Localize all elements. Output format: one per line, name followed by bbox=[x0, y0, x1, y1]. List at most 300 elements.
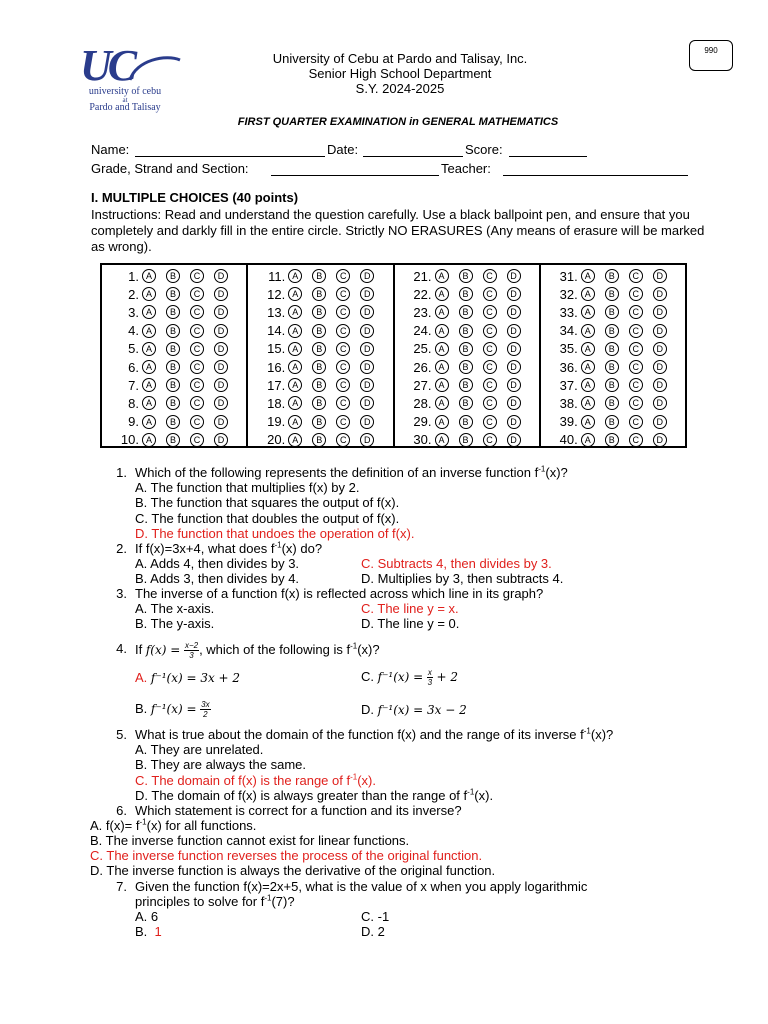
question-stem-end: (x) do? bbox=[281, 541, 323, 556]
answer-number: 24. bbox=[413, 323, 432, 339]
answer-bubble-c[interactable]: C bbox=[336, 305, 350, 319]
answer-bubble-a[interactable]: A bbox=[581, 378, 595, 392]
answer-bubble-a[interactable]: A bbox=[142, 305, 156, 319]
question-stem: principles to solve for f bbox=[135, 894, 265, 909]
answer-number: 2. bbox=[128, 286, 139, 302]
answer-bubble-a[interactable]: A bbox=[435, 415, 449, 429]
answer-bubble-a[interactable]: A bbox=[288, 324, 302, 338]
answer-row bbox=[395, 358, 539, 376]
option-label: B. bbox=[135, 700, 148, 716]
answer-bubble-d[interactable]: D bbox=[214, 378, 228, 392]
answer-number: 16. bbox=[267, 359, 286, 375]
answer-row bbox=[102, 340, 246, 358]
answer-number: 12. bbox=[267, 286, 286, 302]
logo-arc-icon bbox=[126, 54, 182, 84]
answer-bubble-a[interactable]: A bbox=[288, 269, 302, 283]
question-stem-if: If bbox=[135, 641, 143, 657]
answer-bubble-c[interactable]: C bbox=[190, 287, 204, 301]
question-number: 3. bbox=[116, 586, 127, 601]
superscript: -1 bbox=[274, 540, 282, 550]
answer-row bbox=[541, 376, 685, 394]
question-stem: , which of the following is f bbox=[199, 641, 351, 657]
answer-bubble-c[interactable]: C bbox=[629, 342, 643, 356]
answer-bubble-b[interactable]: B bbox=[459, 360, 473, 374]
answer-bubble-a[interactable]: A bbox=[581, 324, 595, 338]
university-logo bbox=[66, 41, 184, 114]
date-label: Date: bbox=[327, 142, 359, 157]
option-expression-rhs: + 2 bbox=[436, 669, 458, 684]
score-label: Score: bbox=[465, 142, 503, 157]
teacher-line[interactable] bbox=[503, 175, 688, 176]
answer-number: 10. bbox=[120, 432, 139, 448]
option-c: C. The function that doubles the output of f(x). bbox=[135, 511, 400, 526]
answer-bubble-c[interactable]: C bbox=[483, 396, 497, 410]
answer-row bbox=[541, 358, 685, 376]
answer-bubble-b[interactable]: B bbox=[312, 342, 326, 356]
grade-teacher-row bbox=[91, 161, 691, 177]
answer-bubble-b[interactable]: B bbox=[605, 433, 619, 447]
answer-bubble-b[interactable]: B bbox=[605, 360, 619, 374]
answer-row bbox=[102, 285, 246, 303]
answer-number: 29. bbox=[413, 414, 432, 430]
answer-bubble-c[interactable]: C bbox=[336, 378, 350, 392]
superscript: -1 bbox=[350, 772, 358, 782]
answer-row bbox=[248, 394, 392, 412]
grade-label: Grade, Strand and Section: bbox=[91, 161, 249, 176]
answer-bubble-d[interactable]: D bbox=[507, 305, 521, 319]
answer-bubble-d[interactable]: D bbox=[507, 378, 521, 392]
option-d bbox=[361, 702, 467, 718]
answer-bubble-a[interactable]: A bbox=[581, 287, 595, 301]
option-d: D. Multiplies by 3, then subtracts 4. bbox=[361, 571, 564, 586]
answer-bubble-c[interactable]: C bbox=[483, 415, 497, 429]
option-a-answer bbox=[135, 670, 240, 686]
answer-bubble-b[interactable]: B bbox=[605, 342, 619, 356]
answer-number: 39. bbox=[559, 414, 578, 430]
answer-bubble-c[interactable]: C bbox=[336, 324, 350, 338]
grade-line[interactable] bbox=[271, 175, 439, 176]
answer-number: 28. bbox=[413, 395, 432, 411]
question-stem: What is true about the domain of the function f(x) and the range of its inverse f bbox=[135, 727, 584, 742]
answer-bubble-c[interactable]: C bbox=[483, 433, 497, 447]
answer-bubble-b[interactable]: B bbox=[166, 433, 180, 447]
answer-bubble-a[interactable]: A bbox=[435, 269, 449, 283]
answer-number: 27. bbox=[413, 377, 432, 393]
answer-bubble-a[interactable]: A bbox=[142, 287, 156, 301]
answer-bubble-d[interactable]: D bbox=[653, 360, 667, 374]
answer-bubble-b[interactable]: B bbox=[166, 378, 180, 392]
option-text-end: (x). bbox=[474, 788, 494, 803]
answer-bubble-a[interactable]: A bbox=[581, 360, 595, 374]
answer-number: 19. bbox=[267, 414, 286, 430]
question-number: 6. bbox=[116, 803, 127, 818]
answer-bubble-d[interactable]: D bbox=[214, 360, 228, 374]
answer-row bbox=[102, 267, 246, 285]
answer-row bbox=[395, 431, 539, 449]
header-school-year: S.Y. 2024-2025 bbox=[355, 81, 445, 96]
answer-bubble-a[interactable]: A bbox=[288, 433, 302, 447]
answer-bubble-c[interactable]: C bbox=[483, 342, 497, 356]
answer-bubble-c[interactable]: C bbox=[190, 269, 204, 283]
grid-column bbox=[541, 265, 685, 446]
option-d: D. The line y = 0. bbox=[361, 616, 460, 631]
answer-number: 11. bbox=[268, 268, 286, 284]
answer-number: 21. bbox=[413, 268, 432, 284]
answer-bubble-b[interactable]: B bbox=[459, 305, 473, 319]
teacher-label: Teacher: bbox=[441, 161, 491, 176]
answer-number: 18. bbox=[267, 395, 286, 411]
answer-bubble-c[interactable]: C bbox=[629, 415, 643, 429]
answer-row bbox=[248, 267, 392, 285]
answer-bubble-a[interactable]: A bbox=[142, 415, 156, 429]
date-line[interactable] bbox=[363, 156, 463, 157]
answer-bubble-a[interactable]: A bbox=[288, 305, 302, 319]
question-stem-end: (x)? bbox=[545, 465, 568, 480]
question-stem: Which of the following represents the definition of an inverse function f bbox=[135, 465, 539, 480]
answer-row bbox=[395, 413, 539, 431]
answer-bubble-b[interactable]: B bbox=[312, 324, 326, 338]
answer-bubble-d[interactable]: D bbox=[214, 415, 228, 429]
answer-bubble-a[interactable]: A bbox=[142, 342, 156, 356]
question-number: 2. bbox=[116, 541, 127, 556]
answer-bubble-d[interactable]: D bbox=[360, 287, 374, 301]
answer-bubble-b[interactable]: B bbox=[166, 305, 180, 319]
answer-bubble-a[interactable]: A bbox=[581, 305, 595, 319]
answer-row bbox=[395, 394, 539, 412]
option-text-end: (x) for all functions. bbox=[146, 818, 257, 833]
fraction bbox=[200, 700, 210, 719]
answer-bubble-d[interactable]: D bbox=[214, 324, 228, 338]
answer-number: 37. bbox=[559, 377, 578, 393]
answer-bubble-a[interactable]: A bbox=[142, 269, 156, 283]
answer-bubble-b[interactable]: B bbox=[312, 378, 326, 392]
answer-bubble-a[interactable]: A bbox=[435, 433, 449, 447]
answer-number: 36. bbox=[559, 359, 578, 375]
option-expression: f⁻¹(x) = 3x + 2 bbox=[150, 671, 241, 685]
answer-number: 8. bbox=[128, 395, 139, 411]
answer-bubble-d[interactable]: D bbox=[507, 415, 521, 429]
answer-bubble-c[interactable]: C bbox=[336, 287, 350, 301]
answer-row bbox=[541, 267, 685, 285]
answer-bubble-c[interactable]: C bbox=[336, 342, 350, 356]
answer-number: 32. bbox=[559, 286, 578, 302]
answer-bubble-d[interactable]: D bbox=[507, 342, 521, 356]
answer-number: 4. bbox=[128, 323, 139, 339]
grid-column bbox=[395, 265, 541, 446]
answer-bubble-c[interactable]: C bbox=[190, 342, 204, 356]
answer-bubble-b[interactable]: B bbox=[459, 287, 473, 301]
option-text-end: (x). bbox=[357, 773, 376, 788]
exam-title: FIRST QUARTER EXAMINATION in GENERAL MATHEMATICS bbox=[237, 116, 559, 128]
answer-row bbox=[102, 413, 246, 431]
answer-bubble-b[interactable]: B bbox=[605, 415, 619, 429]
answer-bubble-d[interactable]: D bbox=[653, 305, 667, 319]
answer-row bbox=[395, 340, 539, 358]
question-stem-end: (7)? bbox=[271, 894, 295, 909]
answer-bubble-b[interactable]: B bbox=[605, 324, 619, 338]
answer-bubble-d[interactable]: D bbox=[653, 433, 667, 447]
answer-bubble-c[interactable]: C bbox=[483, 287, 497, 301]
answer-bubble-a[interactable]: A bbox=[288, 415, 302, 429]
answer-bubble-a[interactable]: A bbox=[288, 342, 302, 356]
option-b: B. Adds 3, then divides by 4. bbox=[135, 571, 300, 586]
answer-bubble-d[interactable]: D bbox=[507, 396, 521, 410]
answer-bubble-b[interactable]: B bbox=[459, 396, 473, 410]
answer-bubble-d[interactable]: D bbox=[653, 269, 667, 283]
superscript: -1 bbox=[583, 726, 591, 736]
instructions: Instructions: Read and understand the question carefully. Use a black ballpoint pen, and ensure that you completely and darkly fill in the entire circle. Strictly NO ERASURES (Any means of erasure will be marked as wrong). bbox=[91, 207, 705, 254]
superscript: -1 bbox=[350, 641, 358, 651]
answer-bubble-a[interactable]: A bbox=[142, 396, 156, 410]
answer-bubble-d[interactable]: D bbox=[360, 342, 374, 356]
answer-bubble-c[interactable]: C bbox=[336, 269, 350, 283]
answer-bubble-b[interactable]: B bbox=[166, 269, 180, 283]
question-number: 5. bbox=[116, 727, 127, 742]
answer-bubble-c[interactable]: C bbox=[629, 433, 643, 447]
answer-bubble-d[interactable]: D bbox=[507, 287, 521, 301]
question-stem: The inverse of a function f(x) is reflected across which line in its graph? bbox=[135, 586, 544, 601]
score-line[interactable] bbox=[509, 156, 587, 157]
option-text: D. The domain of f(x) is always greater than the range of f bbox=[135, 788, 468, 803]
question-stem: If f(x)=3x+4, what does f bbox=[135, 541, 275, 556]
answer-bubble-d[interactable]: D bbox=[507, 360, 521, 374]
answer-row bbox=[541, 322, 685, 340]
answer-bubble-d[interactable]: D bbox=[653, 378, 667, 392]
answer-row bbox=[541, 431, 685, 449]
answer-bubble-a[interactable]: A bbox=[142, 378, 156, 392]
option-d bbox=[135, 788, 493, 803]
answer-bubble-c[interactable]: C bbox=[190, 415, 204, 429]
option-d: D. The inverse function is always the derivative of the original function. bbox=[90, 863, 496, 878]
answer-bubble-c[interactable]: C bbox=[336, 396, 350, 410]
answer-bubble-a[interactable]: A bbox=[142, 324, 156, 338]
option-b: B. The y-axis. bbox=[135, 616, 215, 631]
question-number: 1. bbox=[116, 465, 127, 480]
answer-row bbox=[102, 431, 246, 449]
answer-bubble-b[interactable]: B bbox=[312, 305, 326, 319]
answer-number: 35. bbox=[559, 341, 578, 357]
section-title: I. MULTIPLE CHOICES (40 points) bbox=[91, 190, 299, 205]
answer-bubble-d[interactable]: D bbox=[360, 433, 374, 447]
answer-bubble-b[interactable]: B bbox=[166, 287, 180, 301]
answer-bubble-c[interactable]: C bbox=[190, 305, 204, 319]
answer-bubble-d[interactable]: D bbox=[360, 396, 374, 410]
answer-bubble-a[interactable]: A bbox=[581, 269, 595, 283]
answer-bubble-c[interactable]: C bbox=[336, 433, 350, 447]
answer-number: 31. bbox=[559, 268, 578, 284]
answer-bubble-c[interactable]: C bbox=[190, 324, 204, 338]
answer-bubble-a[interactable]: A bbox=[142, 433, 156, 447]
option-c-answer: C. The inverse function reverses the process of the original function. bbox=[90, 848, 483, 863]
question-stem: Given the function f(x)=2x+5, what is the value of x when you apply logarithmic bbox=[135, 879, 588, 894]
answer-number: 14. bbox=[267, 323, 286, 339]
answer-row bbox=[248, 358, 392, 376]
option-text: A. f(x)= f bbox=[90, 818, 140, 833]
answer-row bbox=[102, 394, 246, 412]
answer-bubble-b[interactable]: B bbox=[605, 396, 619, 410]
answer-number: 15. bbox=[267, 341, 286, 357]
answer-bubble-b[interactable]: B bbox=[459, 415, 473, 429]
answer-bubble-c[interactable]: C bbox=[336, 360, 350, 374]
answer-row bbox=[395, 303, 539, 321]
fraction-denominator: 3 bbox=[189, 651, 194, 660]
answer-bubble-a[interactable]: A bbox=[435, 378, 449, 392]
answer-bubble-b[interactable]: B bbox=[459, 342, 473, 356]
answer-bubble-d[interactable]: D bbox=[360, 378, 374, 392]
fraction-denominator: 2 bbox=[203, 710, 208, 719]
question-stem-end: (x)? bbox=[590, 727, 614, 742]
answer-bubble-c[interactable]: C bbox=[629, 305, 643, 319]
answer-bubble-a[interactable]: A bbox=[288, 378, 302, 392]
answer-row bbox=[395, 285, 539, 303]
option-b bbox=[135, 700, 211, 719]
answer-bubble-b[interactable]: B bbox=[605, 378, 619, 392]
answer-row bbox=[541, 285, 685, 303]
answer-bubble-c[interactable]: C bbox=[190, 378, 204, 392]
answer-row bbox=[395, 322, 539, 340]
option-a: A. 6 bbox=[135, 909, 159, 924]
name-date-score-row bbox=[91, 142, 611, 158]
answer-bubble-d[interactable]: D bbox=[507, 269, 521, 283]
answer-bubble-d[interactable]: D bbox=[214, 287, 228, 301]
answer-bubble-c[interactable]: C bbox=[629, 287, 643, 301]
answer-bubble-b[interactable]: B bbox=[166, 324, 180, 338]
answer-bubble-b[interactable]: B bbox=[166, 415, 180, 429]
answer-bubble-d[interactable]: D bbox=[214, 396, 228, 410]
answer-bubble-b[interactable]: B bbox=[459, 433, 473, 447]
logo-text-1: university of cebu bbox=[88, 86, 162, 97]
answer-bubble-a[interactable]: A bbox=[581, 396, 595, 410]
answer-bubble-a[interactable]: A bbox=[581, 415, 595, 429]
option-d: D. 2 bbox=[361, 924, 385, 939]
answer-bubble-c[interactable]: C bbox=[629, 396, 643, 410]
answer-bubble-d[interactable]: D bbox=[360, 305, 374, 319]
superscript: -1 bbox=[264, 893, 272, 903]
answer-bubble-d[interactable]: D bbox=[653, 287, 667, 301]
answer-bubble-c[interactable]: C bbox=[629, 324, 643, 338]
answer-row bbox=[102, 358, 246, 376]
answer-number: 9. bbox=[128, 414, 139, 430]
name-label: Name: bbox=[91, 142, 130, 157]
answer-bubble-d[interactable]: D bbox=[360, 324, 374, 338]
option-b-answer bbox=[135, 924, 162, 939]
option-c-answer: C. The line y = x. bbox=[361, 601, 459, 616]
option-expression: f⁻¹(x) = 3x − 2 bbox=[377, 703, 467, 717]
fraction bbox=[184, 641, 199, 660]
answer-bubble-a[interactable]: A bbox=[435, 287, 449, 301]
answer-number: 25. bbox=[413, 341, 432, 357]
answer-bubble-b[interactable]: B bbox=[605, 305, 619, 319]
answer-bubble-a[interactable]: A bbox=[288, 360, 302, 374]
answer-bubble-c[interactable]: C bbox=[483, 305, 497, 319]
question-number: 7. bbox=[116, 879, 127, 894]
answer-bubble-c[interactable]: C bbox=[483, 324, 497, 338]
answer-bubble-b[interactable]: B bbox=[166, 360, 180, 374]
option-a: A. Adds 4, then divides by 3. bbox=[135, 556, 300, 571]
answer-bubble-a[interactable]: A bbox=[435, 342, 449, 356]
answer-bubble-c[interactable]: C bbox=[483, 269, 497, 283]
answer-bubble-c[interactable]: C bbox=[629, 378, 643, 392]
answer-bubble-c[interactable]: C bbox=[629, 360, 643, 374]
answer-bubble-d[interactable]: D bbox=[214, 269, 228, 283]
answer-bubble-a[interactable]: A bbox=[581, 433, 595, 447]
answer-row bbox=[248, 340, 392, 358]
answer-bubble-d[interactable]: D bbox=[360, 360, 374, 374]
answer-bubble-b[interactable]: B bbox=[459, 324, 473, 338]
answer-bubble-b[interactable]: B bbox=[459, 378, 473, 392]
answer-bubble-a[interactable]: A bbox=[435, 305, 449, 319]
answer-number: 26. bbox=[413, 359, 432, 375]
answer-bubble-a[interactable]: A bbox=[581, 342, 595, 356]
answer-bubble-b[interactable]: B bbox=[312, 396, 326, 410]
answer-bubble-b[interactable]: B bbox=[605, 269, 619, 283]
answer-bubble-d[interactable]: D bbox=[653, 342, 667, 356]
name-line[interactable] bbox=[135, 156, 325, 157]
logo-mark: UC bbox=[80, 41, 134, 90]
answer-bubble-d[interactable]: D bbox=[507, 324, 521, 338]
option-value: 1 bbox=[154, 924, 162, 939]
answer-number: 23. bbox=[413, 304, 432, 320]
answer-bubble-a[interactable]: A bbox=[288, 396, 302, 410]
answer-bubble-d[interactable]: D bbox=[214, 305, 228, 319]
answer-bubble-d[interactable]: D bbox=[360, 269, 374, 283]
answer-bubble-d[interactable]: D bbox=[507, 433, 521, 447]
question-number: 4. bbox=[116, 641, 127, 656]
answer-bubble-c[interactable]: C bbox=[483, 378, 497, 392]
answer-bubble-d[interactable]: D bbox=[653, 396, 667, 410]
answer-bubble-b[interactable]: B bbox=[312, 287, 326, 301]
answer-bubble-a[interactable]: A bbox=[435, 396, 449, 410]
answer-bubble-c[interactable]: C bbox=[190, 396, 204, 410]
answer-bubble-b[interactable]: B bbox=[312, 415, 326, 429]
answer-row bbox=[395, 376, 539, 394]
option-b: B. They are always the same. bbox=[135, 757, 307, 772]
answer-number: 22. bbox=[413, 286, 432, 302]
answer-bubble-d[interactable]: D bbox=[214, 433, 228, 447]
answer-bubble-b[interactable]: B bbox=[312, 269, 326, 283]
answer-bubble-b[interactable]: B bbox=[605, 287, 619, 301]
answer-bubble-d[interactable]: D bbox=[653, 324, 667, 338]
answer-bubble-b[interactable]: B bbox=[166, 342, 180, 356]
answer-bubble-c[interactable]: C bbox=[190, 360, 204, 374]
answer-bubble-c[interactable]: C bbox=[483, 360, 497, 374]
fraction-denominator: 3 bbox=[427, 678, 433, 687]
answer-bubble-a[interactable]: A bbox=[142, 360, 156, 374]
answer-bubble-c[interactable]: C bbox=[336, 415, 350, 429]
answer-bubble-c[interactable]: C bbox=[190, 433, 204, 447]
answer-bubble-a[interactable]: A bbox=[288, 287, 302, 301]
answer-bubble-b[interactable]: B bbox=[459, 269, 473, 283]
answer-bubble-d[interactable]: D bbox=[214, 342, 228, 356]
option-c bbox=[361, 668, 458, 687]
option-b: B. The inverse function cannot exist for linear functions. bbox=[90, 833, 410, 848]
answer-bubble-d[interactable]: D bbox=[653, 415, 667, 429]
answer-number: 30. bbox=[413, 432, 432, 448]
answer-bubble-b[interactable]: B bbox=[312, 360, 326, 374]
answer-bubble-a[interactable]: A bbox=[435, 360, 449, 374]
answer-bubble-d[interactable]: D bbox=[360, 415, 374, 429]
answer-bubble-b[interactable]: B bbox=[312, 433, 326, 447]
superscript: -1 bbox=[538, 464, 546, 474]
answer-number: 38. bbox=[559, 395, 578, 411]
answer-row bbox=[248, 413, 392, 431]
answer-number: 20. bbox=[267, 432, 286, 448]
answer-bubble-b[interactable]: B bbox=[166, 396, 180, 410]
answer-bubble-c[interactable]: C bbox=[629, 269, 643, 283]
answer-bubble-a[interactable]: A bbox=[435, 324, 449, 338]
answer-row bbox=[102, 322, 246, 340]
answer-row bbox=[395, 267, 539, 285]
